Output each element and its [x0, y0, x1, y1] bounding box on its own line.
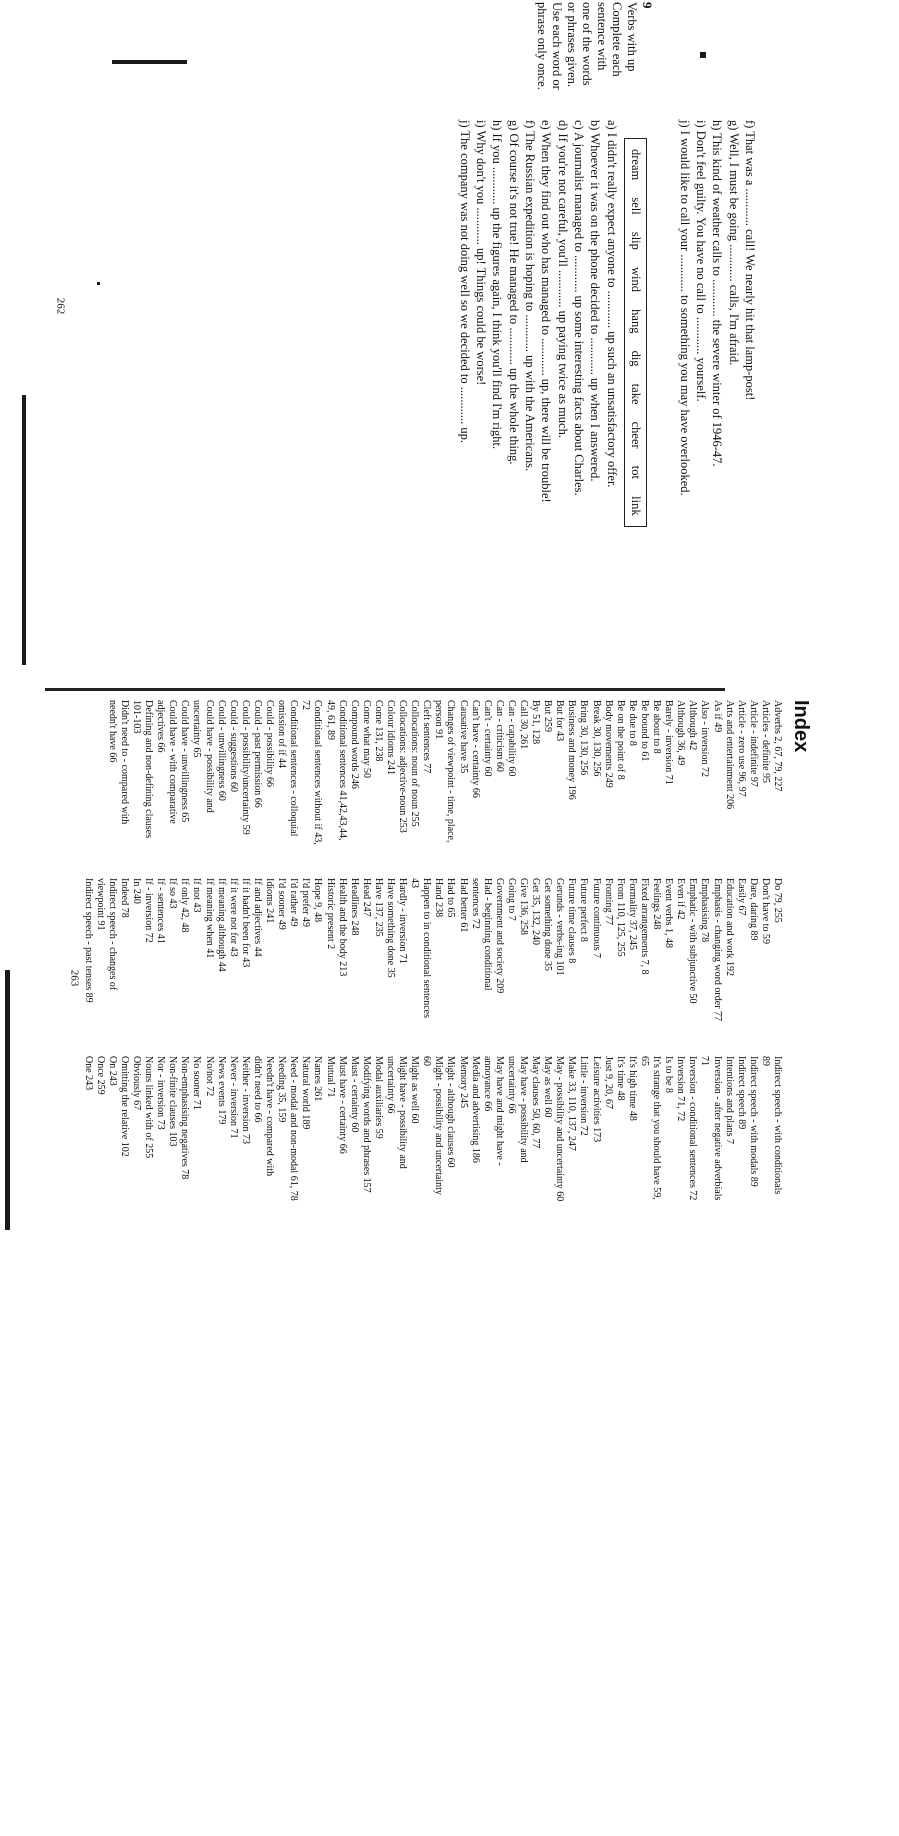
index-entry: Also - inversion 72 — [699, 700, 711, 777]
index-entry: Omitting the relative 102 — [118, 1056, 130, 1157]
index-entry: Is to be 8 — [663, 1056, 675, 1093]
index-entry: Get something done 35 — [542, 878, 554, 972]
index-entry: Hope 9, 48 — [312, 878, 324, 923]
index-entry: Future continuous 7 — [590, 878, 602, 958]
index-entry: Collocations: noun of noun 255 — [409, 700, 421, 827]
index-entry: It's time 48 — [614, 1056, 626, 1101]
exercise-title-line: sentence with — [594, 2, 609, 71]
index-entry: If not 43 — [191, 878, 203, 913]
index-entry: Call 30, 261 — [518, 700, 530, 750]
index-entry: viewpoint 91 — [94, 878, 106, 931]
ex-line: a) I didn't really expect anyone to ............ up such an unsatisfactory offer. — [604, 120, 619, 488]
index-entry: Defining and non-defining clauses — [143, 700, 155, 839]
index-entry: If it hadn't been for 43 — [239, 878, 251, 968]
index-entry: Nor - inversion 73 — [155, 1056, 167, 1130]
index-entry: 72 — [300, 700, 312, 710]
index-entry: Could - possibility 66 — [264, 700, 276, 787]
index-entry: Just 9, 20, 67 — [602, 1056, 614, 1110]
index-entry: Article - indefinite 97 — [747, 700, 759, 787]
ex-line: f) The Russian expedition is hoping to ............ up with the Americans. — [523, 120, 538, 472]
index-entry: Cleft sentences 77 — [421, 700, 433, 774]
index-entry: Can't have - certainty 66 — [469, 700, 481, 798]
index-entry: Once 259 — [94, 1056, 106, 1095]
index-entry: But 259 — [542, 700, 554, 732]
index-entry: May clauses 50, 60, 77 — [530, 1056, 542, 1149]
index-entry: Obviously 67 — [131, 1056, 143, 1111]
index-entry: Inversion - after negative adverbials — [711, 1056, 723, 1201]
index-entry: Might - possibility and uncertainty — [433, 1056, 445, 1195]
index-entry: Nouns linked with of 255 — [143, 1056, 155, 1159]
index-entry: I'd prefer 49 — [300, 878, 312, 927]
index-entry: Modifying words and phrases 157 — [360, 1056, 372, 1193]
index-entry: If and adjectives 44 — [251, 878, 263, 957]
exercise-continuation — [677, 120, 758, 680]
word-box: dream sell slip wind hang dig take cheer tot link — [624, 138, 647, 527]
index-entry: Conditional sentences without if 43, — [312, 700, 324, 845]
index-entry: Non-emphasising negatives 78 — [179, 1056, 191, 1180]
index-entry: Head 247 — [360, 878, 372, 917]
exercise-9-body — [457, 120, 651, 527]
index-entry: Little - inversion 72 — [578, 1056, 590, 1136]
index-page — [82, 700, 812, 1260]
index-entry: Barely - inversion 71 — [663, 700, 675, 785]
index-entry: From 110, 125, 255 — [614, 878, 626, 957]
index-entry: Indeed 78 — [118, 878, 130, 918]
ex-line: e) When they find out who has managed to ............ up, there will be trouble! — [539, 120, 554, 503]
index-entry: But for 43 — [554, 700, 566, 742]
index-entry: On 243 — [106, 1056, 118, 1086]
ex-line: i) Why don't you ............ up! Things could be worse! — [474, 120, 489, 386]
index-entry: Conditional sentences - colloquial — [288, 700, 300, 837]
index-entry: Give 136, 258 — [518, 878, 530, 935]
index-entry: Get 35, 132, 240 — [530, 878, 542, 945]
index-entry: Needn't have - compared with — [264, 1056, 276, 1177]
index-entry: Might as well 60 — [409, 1056, 421, 1124]
index-entry: Be on the point of 8 — [614, 700, 626, 780]
index-entry: If meaning although 44 — [215, 878, 227, 972]
index-entry: In 240 — [131, 878, 143, 904]
index-entry: omission of if 44 — [276, 700, 288, 769]
index-entry: Mutual 71 — [324, 1056, 336, 1098]
index-entry: Intentions and plans 7 — [723, 1056, 735, 1145]
index-entry: Could - unwillingness 60 — [215, 700, 227, 801]
index-entry: Bring 30, 130, 256 — [578, 700, 590, 776]
index-entry: Indirect speech - with modals 89 — [747, 1056, 759, 1187]
index-entry: Be bound to 61 — [638, 700, 650, 762]
index-entry: Formality 37, 245 — [626, 878, 638, 950]
index-entry: Hand 238 — [433, 878, 445, 918]
index-entry: Could have - unwillingness 65 — [179, 700, 191, 823]
index-entry: Conditional sentences 41,42,43,44, — [336, 700, 348, 841]
index-entry: Must have - certainty 66 — [336, 1056, 348, 1154]
index-entry: uncertainty 66 — [385, 1056, 396, 1114]
page-number-262: 262 — [54, 297, 67, 315]
index-entry: Can - capability 60 — [505, 700, 517, 777]
index-entry: Health and the body 213 — [336, 878, 348, 977]
index-entry: Needing 35, 159 — [276, 1056, 288, 1123]
index-entry: Easily 67 — [735, 878, 747, 916]
index-columns — [82, 700, 783, 1260]
index-entry: Compound words 246 — [348, 700, 360, 789]
index-entry: needn't have 66 — [106, 700, 118, 763]
index-entry: By 51, 128 — [530, 700, 542, 745]
index-entry: 43 — [409, 878, 421, 888]
ex-line: g) Well, I must be going ............ calls, I'm afraid. — [726, 120, 741, 366]
index-entry: Although 36, 49 — [675, 700, 687, 766]
index-entry: Had - beginning conditional — [481, 878, 493, 991]
exercise-title-line: Use each word or — [549, 2, 564, 90]
index-entry: Don't have to 59 — [759, 878, 771, 944]
index-entry: 89 — [759, 1056, 771, 1066]
index-entry: Do 79, 255 — [772, 878, 783, 923]
index-entry: Might - although clauses 60 — [445, 1056, 457, 1168]
exercise-number: 9 — [639, 2, 655, 9]
ex-line: j) The company was not doing well so we decided to ............ up. — [457, 120, 472, 443]
index-entry: Leisure activities 173 — [590, 1056, 602, 1143]
index-entry: Come what may 50 — [360, 700, 372, 779]
index-entry: If - sentences 41 — [155, 878, 167, 944]
index-entry: Future perfect 8 — [578, 878, 590, 942]
index-entry: Emphasising 78 — [699, 878, 711, 943]
index-entry: Hardly - inversion 71 — [397, 878, 409, 964]
index-entry: Could - past permission 66 — [251, 700, 263, 808]
index-entry: Could have - possibility and — [203, 700, 215, 813]
index-entry: 49, 61, 89 — [324, 700, 336, 740]
index-entry: May - possibility and uncertainty 60 — [554, 1056, 566, 1202]
index-entry: Could have - with comparative — [167, 700, 179, 824]
index-entry: Names 261 — [312, 1056, 324, 1102]
index-entry: 101-103 — [131, 700, 143, 734]
index-entry: Media and advertising 186 — [469, 1056, 481, 1163]
index-entry: Could - suggestions 60 — [227, 700, 239, 792]
index-entry: It's strange that you should have 59, — [651, 1056, 663, 1200]
ex-line: j) I would like to call your ............ to something you may have overlooked. — [677, 120, 692, 496]
index-entry: Going to 7 — [505, 878, 517, 921]
ex-line: i) Don't feel guilty. You have no call to ............ yourself. — [694, 120, 709, 402]
index-entry: I'd sooner 49 — [276, 878, 288, 930]
index-entry: Could - possibility/uncertainty 59 — [239, 700, 251, 835]
index-entry: uncertainty 65 — [191, 700, 203, 758]
scan-top-edge — [112, 60, 187, 64]
index-entry: person 91 — [433, 700, 445, 740]
index-entry: sentences 72 — [469, 878, 481, 929]
index-entry: Happen to in conditional sentences — [421, 878, 433, 1018]
index-entry: Come 131, 238 — [372, 700, 384, 762]
index-entry: uncertainty 66 — [505, 1056, 517, 1114]
index-entry: Body movements 249 — [602, 700, 614, 788]
index-entry: If - inversion 72 — [143, 878, 155, 943]
index-entry: Neither - inversion 73 — [239, 1056, 251, 1145]
index-entry: If only 42, 48 — [179, 878, 191, 933]
index-entry: Can't - certainty 60 — [481, 700, 493, 777]
index-entry: Government and society 209 — [493, 878, 505, 994]
index-entry: Article - zero use 96, 97 — [735, 700, 747, 797]
ex-line: g) Of course it's not true! He managed to ............ up the whole thing. — [506, 120, 521, 465]
index-entry: As if 49 — [711, 700, 723, 733]
index-entry: Headlines 248 — [348, 878, 360, 936]
index-entry: Indirect speech 89 — [735, 1056, 747, 1130]
index-entry: May as well 60 — [542, 1056, 554, 1118]
index-entry: Causative have 35 — [457, 700, 469, 774]
index-entry: Changes of viewpoint - time, place, — [445, 700, 457, 843]
ex-line: h) This kind of weather calls to ............ the severe winter of 1946-47. — [710, 120, 725, 467]
exercise-title-line: one of the words — [579, 2, 594, 86]
index-entry: Break 30, 130, 256 — [590, 700, 602, 777]
index-column-3 — [82, 1056, 783, 1226]
index-entry: Arts and entertainment 206 — [723, 700, 735, 810]
exercise-title-line: phrase only once. — [534, 2, 549, 90]
index-entry: I'd rather 49 — [288, 878, 300, 927]
index-entry: Education and work 192 — [723, 878, 735, 977]
index-entry: 71 — [699, 1056, 711, 1066]
index-title: Index — [790, 700, 812, 753]
index-entry: Make 33, 110, 137, 247 — [566, 1056, 578, 1151]
index-entry: If meaning when 41 — [203, 878, 215, 959]
index-entry: Have something done 35 — [385, 878, 396, 978]
page-262 — [457, 2, 758, 680]
index-entry: Inversion - conditional sentences 72 — [687, 1056, 699, 1201]
index-entry: Articles - definite 95 — [759, 700, 771, 784]
index-entry: 65 — [638, 1056, 650, 1066]
index-entry: May have and might have - — [493, 1056, 505, 1166]
index-entry: Although 42 — [687, 700, 699, 751]
page-gutter-line — [45, 688, 725, 691]
index-entry: adjectives 66 — [155, 700, 167, 753]
ex-line: h) If you ............ up the figures again, I think you'll find I'm right. — [490, 120, 505, 450]
scan-top-edge-right — [700, 52, 706, 58]
ex-line: d) If you're not careful, you'll ............ up paying twice as much. — [555, 120, 570, 438]
index-column-1 — [82, 700, 783, 870]
index-entry: Adverbs 2, 67, 79, 227 — [772, 700, 783, 792]
scan-left-edge-lower — [5, 970, 10, 1230]
index-entry: Historic present 2 — [324, 878, 336, 950]
index-entry: Be about to 8 — [651, 700, 663, 754]
index-entry: Idioms 241 — [264, 878, 276, 924]
index-entry: If so 43 — [167, 878, 179, 909]
index-entry: Even if 42 — [675, 878, 687, 920]
index-entry: Natural world 189 — [300, 1056, 312, 1130]
index-entry: Might have - possibility and — [397, 1056, 409, 1169]
index-entry: Indirect speech - past tenses 89 — [82, 878, 94, 1003]
index-entry: Indirect speech - changes of — [106, 878, 118, 991]
index-entry: Never - inversion 71 — [227, 1056, 239, 1139]
index-entry: Colour idioms 241 — [385, 700, 396, 776]
index-column-2 — [82, 878, 783, 1048]
index-entry: Inversion 71, 72 — [675, 1056, 687, 1122]
index-entry: annoyance 66 — [481, 1056, 493, 1112]
index-entry: Fixed arrangements 7, 8 — [638, 878, 650, 975]
index-entry: If it were not for 43 — [227, 878, 239, 957]
index-entry: No sooner 71 — [191, 1056, 203, 1110]
index-entry: didn't need to 66 — [251, 1056, 263, 1123]
index-entry: Have 137, 235 — [372, 878, 384, 937]
exercise-title-line: Verbs with up — [624, 2, 639, 72]
scan-dot — [97, 282, 100, 285]
ex-line: f) That was a ............ call! We nearly hit that lamp-post! — [743, 120, 757, 401]
index-entry: Be due to 8 — [626, 700, 638, 746]
index-entry: Fronting 77 — [602, 878, 614, 925]
index-entry: Can - criticism 60 — [493, 700, 505, 772]
index-entry: Indirect speech - with conditionals — [772, 1056, 783, 1195]
index-entry: Need - modal and non-modal 61, 78 — [288, 1056, 300, 1201]
exercise-title-line: Complete each — [609, 2, 624, 77]
page-number-263: 263 — [68, 969, 81, 987]
index-entry: It's high time 48 — [626, 1056, 638, 1121]
index-entry: Emphasis - changing word order 77 — [711, 878, 723, 1022]
index-entry: One 243 — [82, 1056, 94, 1091]
exercise-title-line: or phrases given. — [564, 2, 579, 88]
index-entry: Emphatic - with subjunctive 50 — [687, 878, 699, 1004]
index-entry: Event verbs 1, 48 — [663, 878, 675, 948]
index-entry: Future time clauses 8 — [566, 878, 578, 964]
index-entry: Didn't need to - compared with — [118, 700, 130, 825]
scan-left-edge-upper — [22, 395, 26, 665]
index-entry: Feelings 248 — [651, 878, 663, 930]
index-entry: No/not 72 — [203, 1056, 215, 1097]
ex-line: b) Whoever it was on the phone decided to ............ up when I answered. — [588, 120, 603, 482]
index-entry: May have - possibility and — [518, 1056, 530, 1163]
index-entry: Modal auxiliaries 59 — [372, 1056, 384, 1139]
index-entry: Collocations: adjective-noun 253 — [397, 700, 409, 833]
index-entry: Had to 65 — [445, 878, 457, 918]
index-entry: Business and money 196 — [566, 700, 578, 800]
index-entry: 60 — [421, 1056, 433, 1066]
index-entry: Dare, daring 89 — [747, 878, 759, 941]
index-entry: Memory 245 — [457, 1056, 469, 1108]
ex-line: c) A journalist managed to ............ up some interesting facts about Charles. — [571, 120, 586, 496]
index-entry: Gerunds - verbs-ing 101 — [554, 878, 566, 976]
index-entry: News events 179 — [215, 1056, 227, 1125]
index-entry: Non-finite clauses 103 — [167, 1056, 179, 1147]
exercise-9 — [457, 2, 655, 680]
index-entry: Must - certainty 60 — [348, 1056, 360, 1133]
index-entry: Had better 61 — [457, 878, 469, 933]
